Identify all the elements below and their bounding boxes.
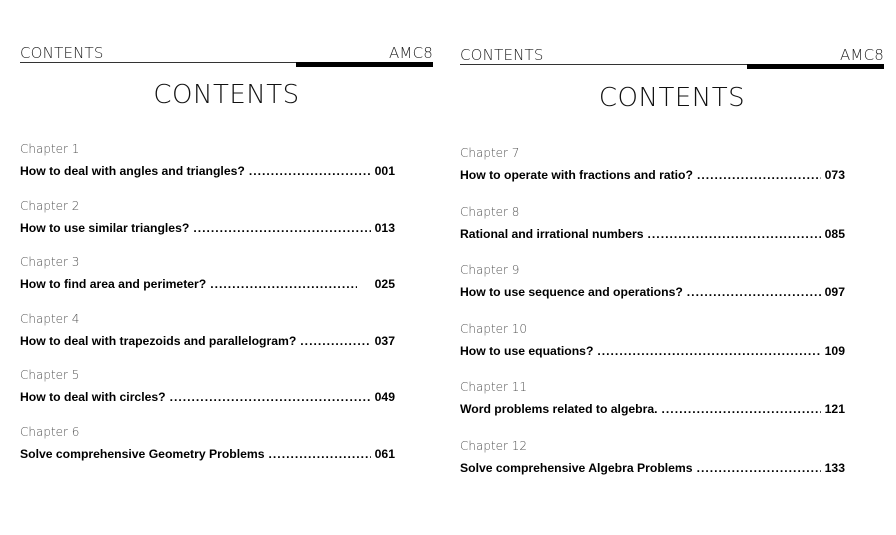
toc-chapter: [460, 259, 884, 318]
toc-entry[interactable]: [460, 461, 845, 475]
entry-title: How to deal with trapezoids and parallelogram?: [20, 333, 297, 348]
toc-list: [460, 142, 884, 493]
entry-page-number: 073: [824, 168, 845, 182]
toc-entry[interactable]: [460, 402, 845, 416]
chapter-label: Chapter 5: [20, 368, 80, 383]
toc-entry[interactable]: [460, 227, 845, 241]
entry-title: Solve comprehensive Algebra Problems: [460, 460, 693, 475]
toc-chapter: [20, 421, 433, 478]
left-page: [20, 0, 433, 461]
toc-entry[interactable]: [460, 285, 845, 299]
header-book-label: AMC8: [388, 44, 433, 62]
toc-chapter: [460, 201, 884, 260]
toc-chapter: [460, 318, 884, 377]
toc-entry[interactable]: [20, 164, 395, 178]
page-title: CONTENTS: [153, 80, 300, 110]
entry-page-number: 085: [824, 226, 845, 241]
toc-entry[interactable]: [460, 344, 845, 358]
right-page: [460, 0, 884, 475]
chapter-label: Chapter 3: [20, 255, 80, 270]
chapter-label: Chapter 2: [20, 198, 80, 213]
chapter-label: Chapter 4: [20, 311, 80, 326]
entry-title: How to deal with angles and triangles?: [20, 164, 245, 178]
chapter-label: Chapter 7: [460, 146, 520, 160]
entry-page-number: 121: [824, 402, 845, 416]
chapter-label: Chapter 10: [460, 321, 528, 336]
entry-page-number: 037: [374, 333, 395, 348]
dot-leader: [697, 461, 821, 475]
entry-title: How to use sequence and operations?: [460, 285, 683, 299]
entry-page-number: 001: [374, 164, 395, 178]
chapter-label: Chapter 8: [460, 204, 520, 219]
toc-entry[interactable]: [20, 221, 395, 235]
chapter-label: Chapter 12: [460, 438, 528, 453]
entry-page-number: 025: [374, 277, 395, 292]
toc-list: [20, 138, 433, 478]
dot-leader: [687, 285, 821, 299]
toc-entry[interactable]: [460, 168, 845, 182]
dot-leader: [170, 390, 371, 404]
entry-title: Rational and irrational numbers: [460, 226, 644, 241]
toc-chapter: [460, 142, 884, 201]
chapter-label: Chapter 11: [460, 380, 528, 394]
toc-entry[interactable]: [20, 334, 395, 348]
dot-leader: [269, 447, 371, 461]
toc-chapter: [20, 308, 433, 365]
toc-chapter: [20, 251, 433, 308]
toc-entry[interactable]: [20, 277, 395, 291]
page-title: CONTENTS: [598, 83, 746, 113]
dot-leader: [210, 277, 356, 291]
toc-chapter: [460, 435, 884, 494]
entry-title: How to find area and perimeter?: [20, 277, 207, 292]
dot-leader: [662, 402, 821, 416]
entry-page-number: 109: [824, 343, 845, 358]
dot-leader: [697, 168, 821, 182]
dot-leader: [193, 221, 370, 235]
entry-title: How to deal with circles?: [20, 390, 166, 405]
entry-title: Word problems related to algebra.: [460, 402, 658, 416]
entry-page-number: 061: [374, 446, 395, 461]
dot-leader: [597, 344, 820, 358]
chapter-label: Chapter 1: [20, 142, 80, 156]
entry-title: How to operate with fractions and ratio?: [460, 168, 693, 182]
toc-chapter: [20, 364, 433, 421]
toc-chapter: [20, 138, 433, 195]
chapter-label: Chapter 9: [460, 263, 520, 277]
header-accent-bar: [747, 64, 884, 69]
chapter-label: Chapter 6: [20, 424, 80, 439]
dot-leader: [249, 164, 371, 178]
dot-leader: [648, 227, 821, 241]
dot-leader: [300, 334, 370, 348]
header-section-label: CONTENTS: [460, 46, 544, 64]
toc-chapter: [20, 195, 433, 252]
entry-title: How to use equations?: [460, 343, 594, 358]
entry-page-number: 133: [824, 460, 845, 475]
header-section-label: CONTENTS: [20, 44, 104, 62]
entry-page-number: 097: [824, 285, 845, 299]
header-accent-bar: [296, 62, 433, 67]
running-header: [460, 0, 884, 70]
toc-chapter: [460, 376, 884, 435]
entry-page-number: 049: [374, 390, 395, 405]
entry-title: Solve comprehensive Geometry Problems: [20, 446, 265, 461]
entry-page-number: 013: [374, 220, 395, 235]
toc-entry[interactable]: [20, 447, 395, 461]
toc-entry[interactable]: [20, 390, 395, 404]
entry-title: How to use similar triangles?: [20, 220, 190, 235]
running-header: [20, 0, 433, 70]
header-book-label: AMC8: [839, 46, 884, 64]
